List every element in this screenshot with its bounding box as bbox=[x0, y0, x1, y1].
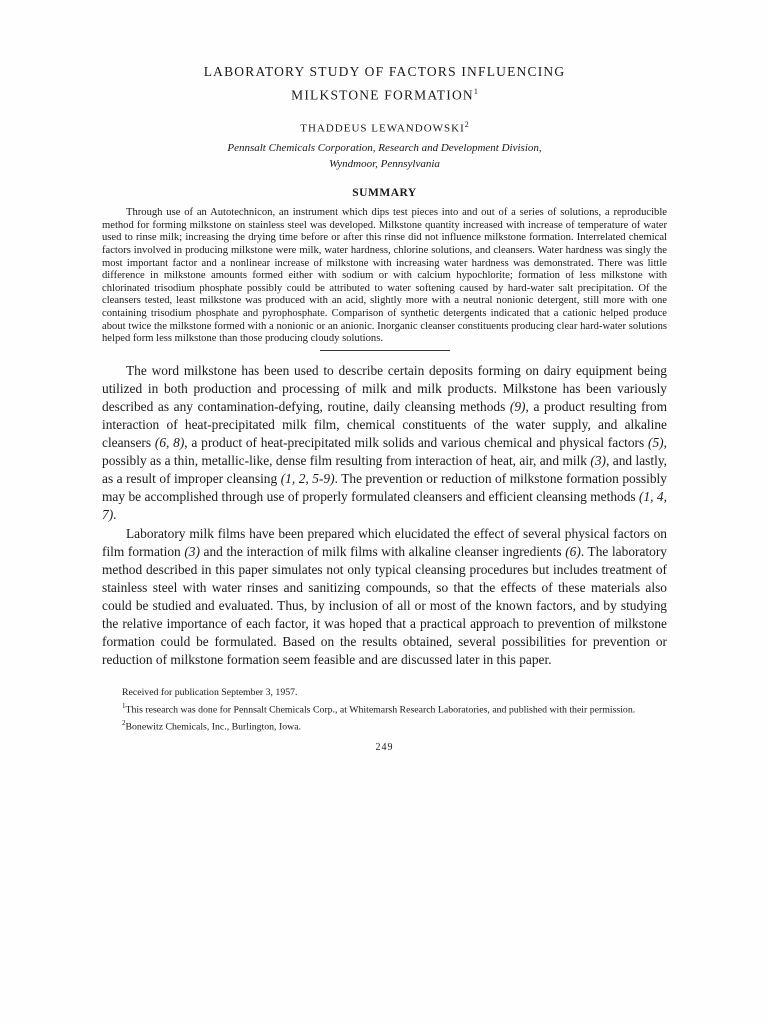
citation: (3) bbox=[184, 543, 200, 559]
page-number: 249 bbox=[375, 742, 394, 754]
author-footnote-mark: 2 bbox=[464, 119, 469, 129]
body-paragraph-1: The word milkstone has been used to describe certain deposits forming on dairy equipment being utilized in both production and processing of milk and milk products. Milkstone has been variously described as any contamination-defying, routine, daily cleansing methods (9), a product resulting from interaction of heat-precipitated milk film, chemical constituents of the water supply, and alkaline cleansers (6, 8), a product of heat-precipitated milk solids and various chemical and physical factors (5), possibly as a thin, metallic-like, dense film resulting from interaction of heat, air, and milk (3), and lastly, as a result of improper cleansing (1, 2, 5-9). The prevention or reduction of milkstone formation possibly may be accomplished through use of properly formulated cleansers and efficient cleansing methods (1, 4, 7). bbox=[102, 362, 667, 523]
article-title bbox=[102, 62, 667, 106]
title-line-1: LABORATORY STUDY OF FACTORS INFLUENCING bbox=[203, 64, 566, 79]
citation: (1, 4, 7) bbox=[102, 489, 667, 523]
article-page bbox=[102, 62, 667, 753]
section-divider bbox=[320, 350, 450, 351]
citation: (3) bbox=[590, 453, 607, 469]
title-line-2: MILKSTONE FORMATION bbox=[291, 87, 474, 103]
author-name: THADDEUS LEWANDOWSKI$^2$ bbox=[300, 119, 469, 135]
received-date: Received for publication September 3, 1957. bbox=[122, 687, 298, 699]
footnote-2: $^2$Bonewitz Chemicals, Inc., Burlington, Iowa. bbox=[122, 719, 301, 733]
citation: (5) bbox=[648, 435, 664, 451]
citation: (1, 2, 5-9) bbox=[280, 471, 335, 487]
footnote-1: $^1$This research was done for Pennsalt Chemicals Corp., at Whitemarsh Research Laboratories, and published with their permission. bbox=[122, 702, 636, 716]
summary-heading: SUMMARY bbox=[352, 187, 417, 200]
footnote-2-mark: 2 bbox=[122, 719, 126, 728]
summary-text: Through use of an Autotechnicon, an instrument which dips test pieces into and out of a series of solutions, a reproducible method for forming milkstone on stainless steel was developed. Milkstone quantity increased with increase of temperature of water used to rinse milk; increasing the drying time before or after this rinse did not influence milkstone formation. Interrelated chemical factors involved in producing milkstone were milk, water hardness, chlorine solutions, and cleansers. Water hardness was singly the most important factor and a nonlinear increase of milkstone with increasing water hardness was demonstrated. There was little difference in milkstone amounts formed either with sodium or with calcium hypochlorite; formation of less milkstone with chlorinated trisodium phosphate possibly could be attributed to water softening caused by hard-water salt precipitation. Of the cleansers tested, least milkstone was produced with an acid, slightly more with a neutral nonionic detergent, still more with one containing trisodium phosphate and pyrophosphate. Comparison of synthetic detergents indicated that a cationic helped produce about twice the milkstone formed with a nonionic or an anionic. Inorganic cleanser constituents producing clear hard-water solutions helped form less milkstone than those producing cloudy solutions. bbox=[102, 207, 667, 345]
affiliation-line-2: Wyndmoor, Pennsylvania bbox=[329, 158, 440, 171]
title-footnote-mark: 1 bbox=[473, 87, 478, 96]
body-paragraph-2: Laboratory milk films have been prepared which elucidated the effect of several physical factors on film formation (3) and the interaction of milk films with alkaline cleanser ingredients (6). The laboratory method described in this paper simulates not only typical cleansing procedures but includes treatment of stainless steel with water rinses and sanitizing compounds, so that the effects of these materials also could be studied and evaluated. Thus, by inclusion of all or most of the known factors, and by studying the relative importance of each factor, it was hoped that a practical approach to prevention of milkstone formation could be formulated. Based on the results obtained, several possibilities for prevention or reduction of milkstone formation seem feasible and are discussed later in this paper. bbox=[102, 525, 667, 668]
citation: (9) bbox=[509, 398, 526, 414]
author-affiliation bbox=[102, 140, 667, 172]
citation: (6, 8) bbox=[154, 435, 185, 451]
affiliation-line-1: Pennsalt Chemicals Corporation, Research and Development Division, bbox=[227, 142, 542, 155]
citation: (6) bbox=[565, 543, 581, 559]
footnote-1-mark: 1 bbox=[122, 702, 126, 711]
footnotes bbox=[102, 687, 667, 734]
